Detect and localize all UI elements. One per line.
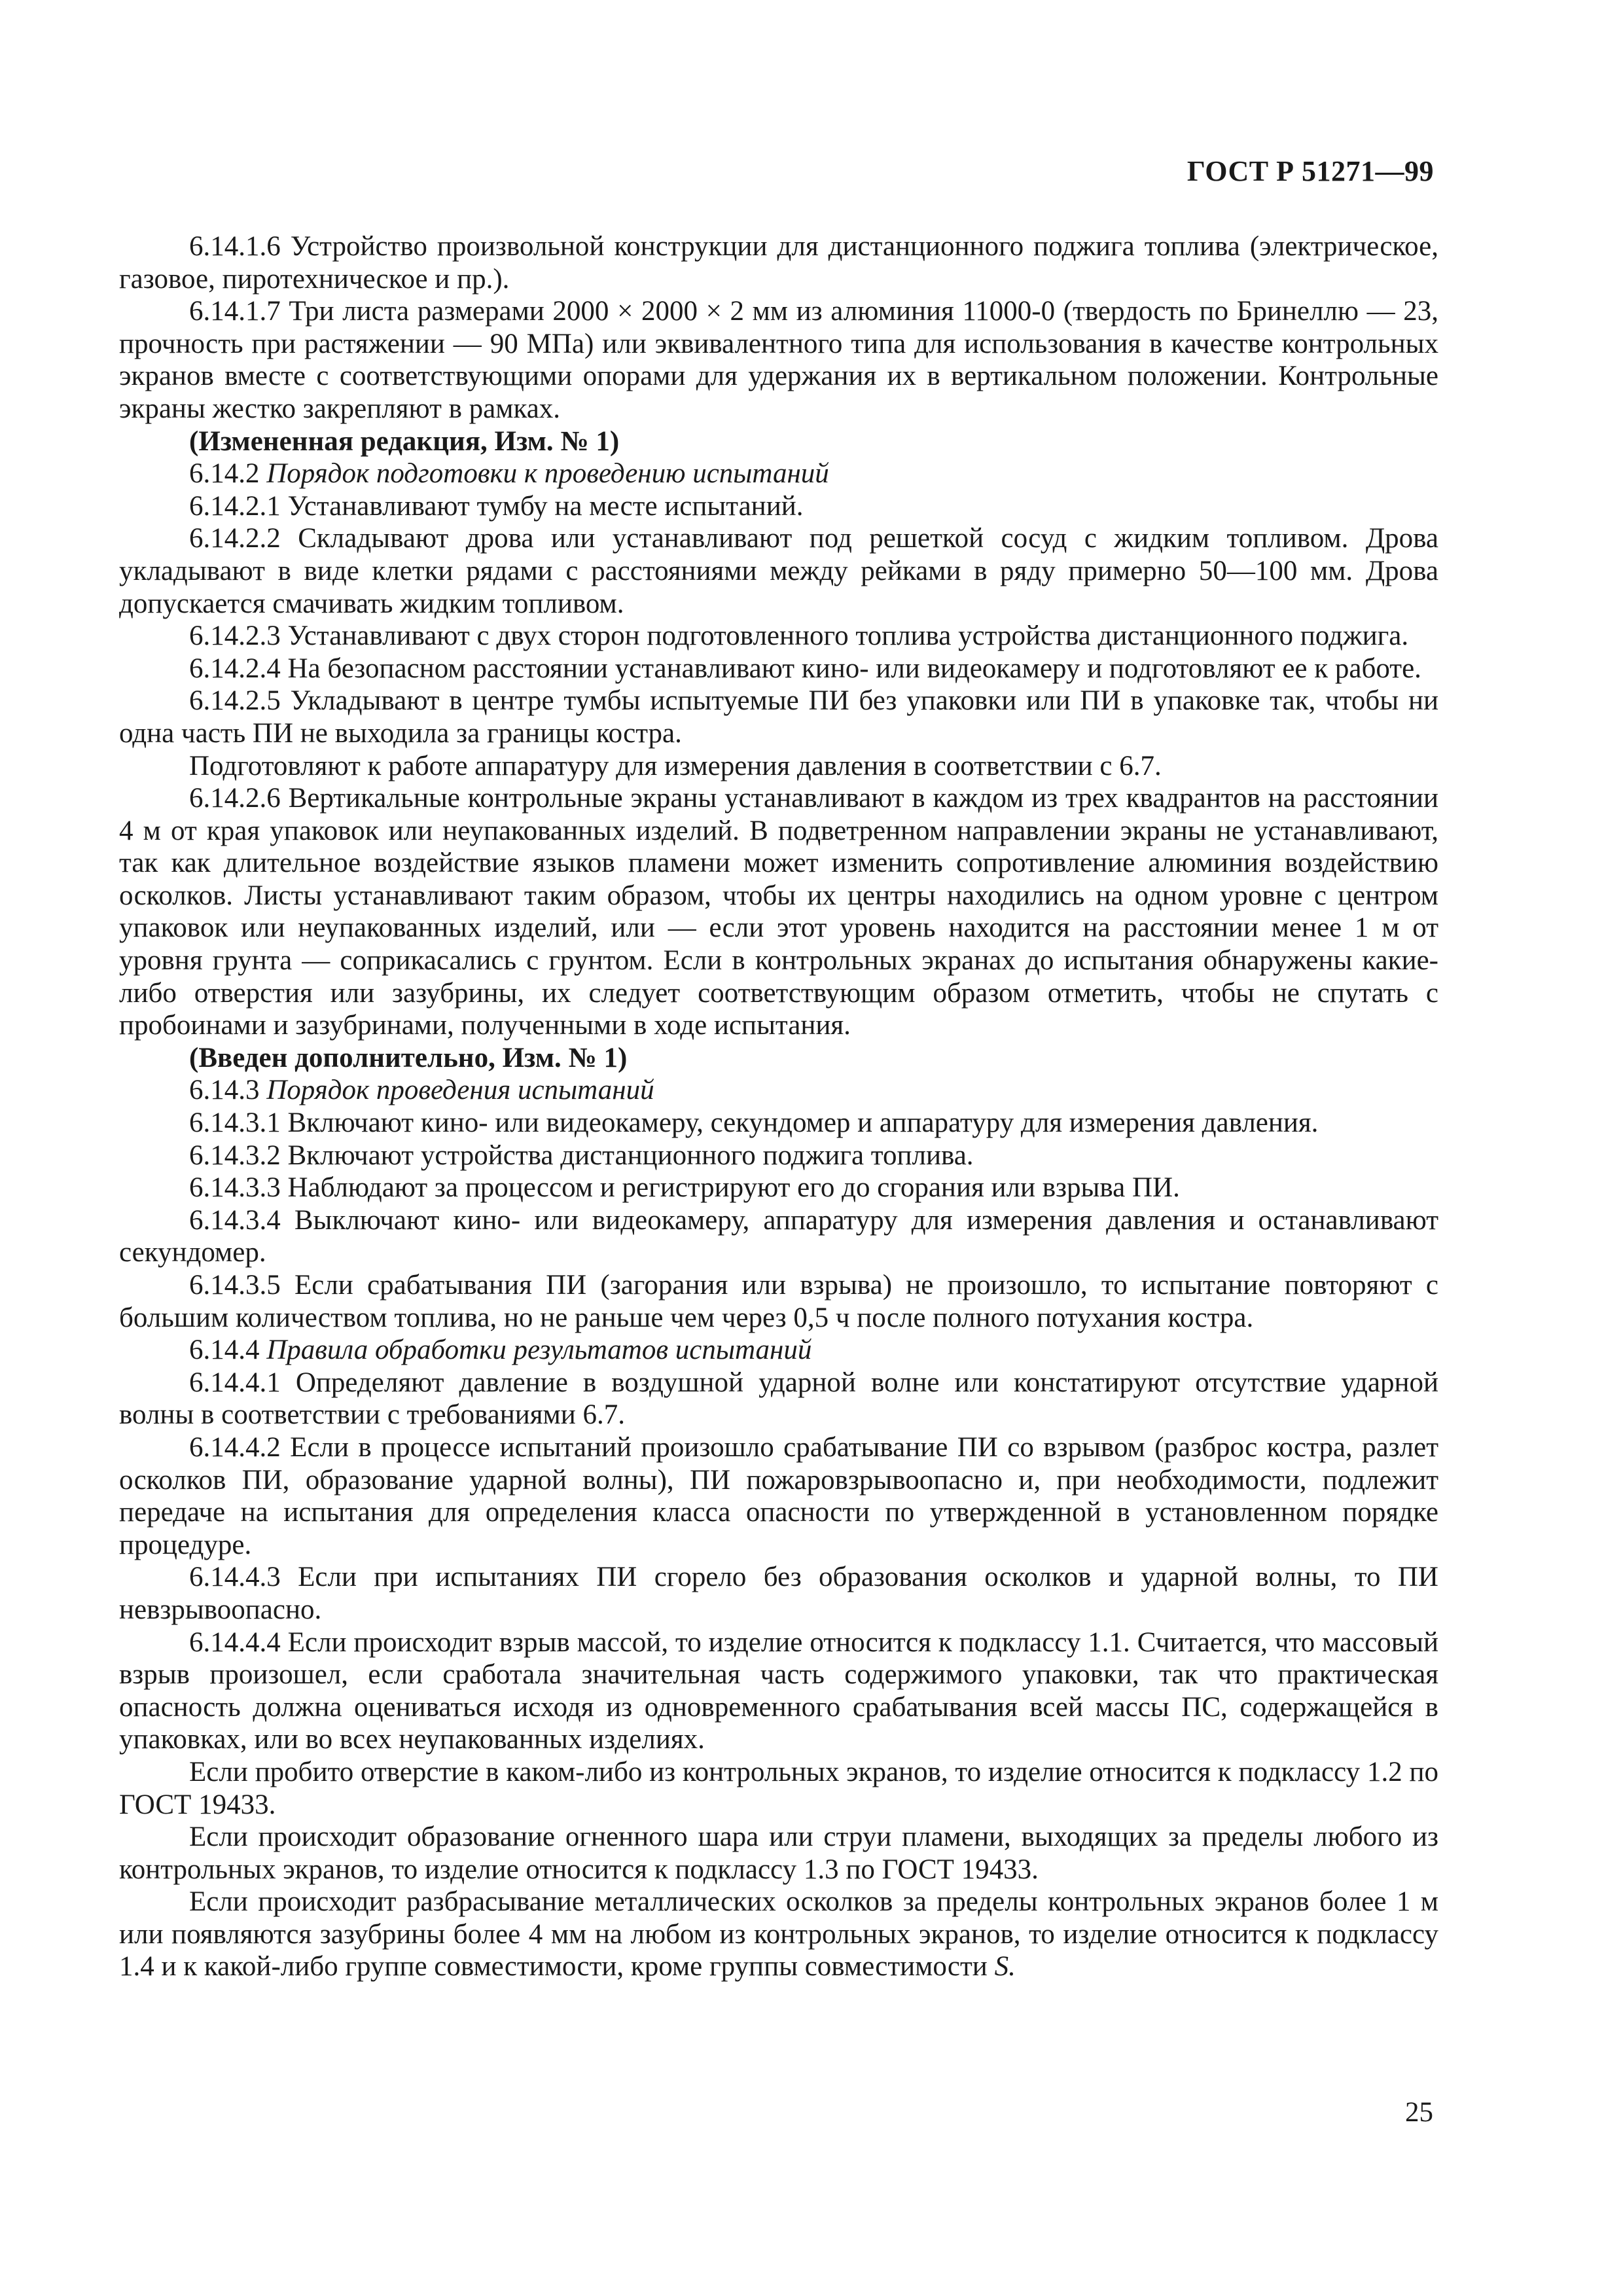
section-title: Порядок подготовки к проведению испытаний (266, 458, 829, 490)
section-heading-6-14-4 (119, 1334, 1438, 1367)
paragraph-6-14-4-1: 6.14.4.1 Определяют давление в воздушной ударной волне или констатируют отсутствие ударной волны в соответствии с требованиями 6.7. (119, 1367, 1438, 1431)
amendment-note: (Введен дополнительно, Изм. № 1) (189, 1042, 628, 1073)
paragraph-6-14-4-4: 6.14.4.4 Если происходит взрыв массой, то изделие относится к подклассу 1.1. Считается, что массовый взрыв произошел, если сработала значительная часть содержимого упаковки, так что практическая опасность должна оцениваться исходя из одновременного срабатывания всей массы ПС, содержащейся в упаковках, или во всех неупакованных изделиях. (119, 1626, 1438, 1755)
paragraph-subclass-1-2: Если пробито отверстие в каком-либо из контрольных экранов, то изделие относится к подклассу 1.2 по ГОСТ 19433. (119, 1756, 1438, 1820)
section-title: Правила обработки результатов испытаний (266, 1335, 812, 1366)
paragraph-6-14-3-3: 6.14.3.3 Наблюдают за процессом и регистрируют его до сгорания или взрыва ПИ. (189, 1172, 1180, 1204)
paragraph-6-14-2-3: 6.14.2.3 Устанавливают с двух сторон подготовленного топлива устройства дистанционного поджига. (189, 620, 1409, 652)
paragraph-6-14-1-6: 6.14.1.6 Устройство произвольной конструкции для дистанционного поджига топлива (электрическое, газовое, пиротехническое и пр.). (119, 231, 1438, 295)
paragraph-6-14-4-3: 6.14.4.3 Если при испытаниях ПИ сгорело без образования осколков и ударной волны, то ПИ невзрывоопасно. (119, 1562, 1438, 1625)
section-number: 6.14.2 (189, 458, 260, 490)
document-body (119, 230, 1438, 1983)
paragraph-6-14-3-5: 6.14.3.5 Если срабатывания ПИ (загорания или взрыва) не произошло, то испытание повторяют с большим количеством топлива, но не раньше чем через 0,5 ч после полного потухания костра. (119, 1270, 1438, 1333)
document-code-header: ГОСТ Р 51271—99 (1186, 155, 1434, 187)
paragraph-6-14-2-6: 6.14.2.6 Вертикальные контрольные экраны устанавливают в каждом из трех квадрантов на расстоянии 4 м от края упаковок или неупакованных изделий. В подветренном направлении экраны не устанавливают, так как длительное воздействие языков пламени может изменить сопротивление алюминия воздействию осколков. Листы устанавливают таким образом, чтобы их центры находились на одном уровне с центром упаковок или неупакованных изделий, или — если этот уровень находится на расстоянии менее 1 м от уровня грунта — соприкасались с грунтом. Если в контрольных экранах до испытания обнаружены какие-либо отверстия или зазубрины, их следует соответствующим образом отметить, чтобы не спутать с пробоинами и зазубринами, полученными в ходе испытания. (119, 783, 1438, 1041)
paragraph-6-14-2-5: 6.14.2.5 Укладывают в центре тумбы испытуемые ПИ без упаковки или ПИ в упаковке так, чтобы ни одна часть ПИ не выходила за границы костра. (119, 685, 1438, 749)
page-number: 25 (1405, 2097, 1433, 2128)
paragraph-pressure-equipment: Подготовляют к работе аппаратуру для измерения давления в соответствии с 6.7. (189, 750, 1162, 781)
paragraph-6-14-1-7: 6.14.1.7 Три листа размерами 2000 × 2000 × 2 мм из алюминия 11000-0 (твердость по Бринеллю — 23, прочность при растяжении — 90 МПа) или эквивалентного типа для использования в качестве контрольных экранов вместе с соответствующими опорами для удержания их в вертикальном положении. Контрольные экраны жестко закрепляют в рамках. (119, 296, 1438, 424)
section-heading-6-14-3 (119, 1074, 1438, 1107)
paragraph-text: Если происходит разбрасывание металлических осколков за пределы контрольных экранов более 1 м или появляются зазубрины более 4 мм на любом из контрольных экранов, то изделие относится к подклассу 1.4 и к какой-либо группе совместимости, кроме группы совместимости (119, 1886, 1438, 1982)
paragraph-6-14-3-2: 6.14.3.2 Включают устройства дистанционного поджига топлива. (189, 1139, 974, 1171)
paragraph-subclass-1-3: Если происходит образование огненного шара или струи пламени, выходящих за пределы любого из контрольных экранов, то изделие относится к подклассу 1.3 по ГОСТ 19433. (119, 1821, 1438, 1885)
amendment-note: (Измененная редакция, Изм. № 1) (189, 425, 620, 457)
paragraph-6-14-3-4: 6.14.3.4 Выключают кино- или видеокамеру, аппаратуру для измерения давления и останавливают секундомер. (119, 1204, 1438, 1268)
paragraph-6-14-3-1: 6.14.3.1 Включают кино- или видеокамеру, секундомер и аппаратуру для измерения давления. (189, 1107, 1319, 1139)
paragraph-6-14-2-1: 6.14.2.1 Устанавливают тумбу на месте испытаний. (189, 490, 804, 522)
compatibility-group-symbol: S. (994, 1951, 1016, 1982)
section-number: 6.14.4 (189, 1335, 260, 1366)
paragraph-6-14-4-2: 6.14.4.2 Если в процессе испытаний произошло срабатывание ПИ со взрывом (разброс костра, разлет осколков ПИ, образование ударной волны), ПИ пожаровзрывоопасно и, при необходимости, подлежит передаче на испытания для определения класса опасности по утвержденной в установленном порядке процедуре. (119, 1431, 1438, 1560)
section-number: 6.14.3 (189, 1075, 260, 1106)
paragraph-6-14-2-2: 6.14.2.2 Складывают дрова или устанавливают под решеткой сосуд с жидким топливом. Дрова укладывают в виде клетки рядами с расстояниями между рейками в ряду примерно 50—100 мм. Дрова допускается смачивать жидким топливом. (119, 523, 1438, 619)
section-heading-6-14-2 (119, 457, 1438, 490)
paragraph-subclass-1-4 (119, 1886, 1438, 1983)
paragraph-6-14-2-4: 6.14.2.4 На безопасном расстоянии устанавливают кино- или видеокамеру и подготовляют ее к работе. (189, 653, 1421, 684)
section-title: Порядок проведения испытаний (266, 1075, 654, 1106)
